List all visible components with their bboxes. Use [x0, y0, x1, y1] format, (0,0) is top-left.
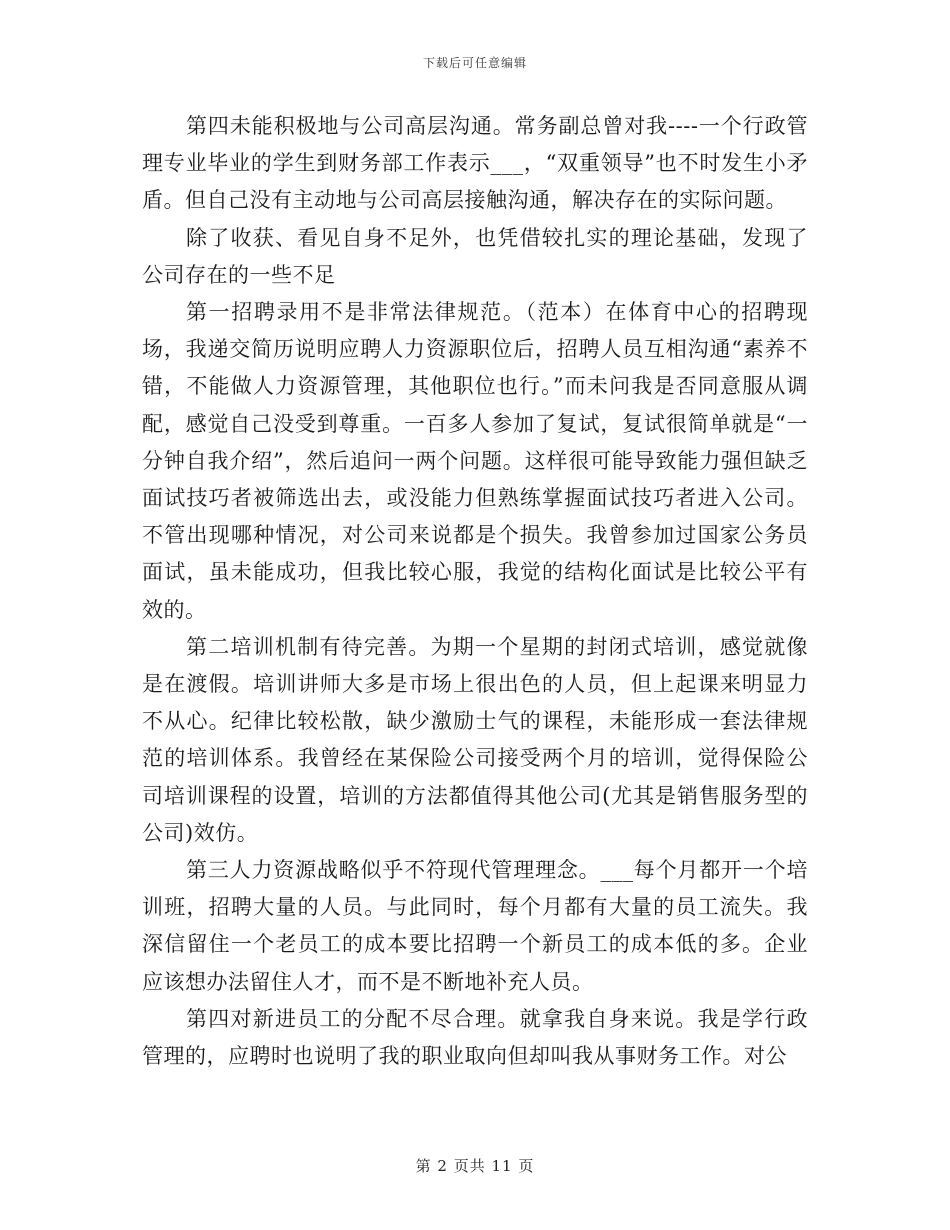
paragraph-4: 第二培训机制有待完善。为期一个星期的封闭式培训，感觉就像是在渡假。培训讲师大多是市场上很出色的人员，但上起课来明显力不从心。纪律比较松散，缺少激励士气的课程，未能形成一套法律规范的培训体系。我曾经在某保险公司接受两个月的培训，觉得保险公司培训课程的设置，培训的方法都值得其他公司(尤其是销售服务型的公司)效仿。	[142, 634, 808, 845]
paragraph-2: 除了收获、看见自身不足外，也凭借较扎实的理论基础，发现了公司存在的一些不足	[142, 225, 808, 287]
paragraph-3: 第一招聘录用不是非常法律规范。（范本）在体育中心的招聘现场，我递交简历说明应聘人力资源职位后，招聘人员互相沟通“素养不错，不能做人力资源管理，其他职位也行。”而未问我是否同意服从调配，感觉自己没受到尊重。一百多人参加了复试，复试很简单就是“一分钟自我介绍”，然后追问一两个问题。这样很可能导致能力强但缺乏面试技巧者被筛选出去，或没能力但熟练掌握面试技巧者进入公司。不管出现哪种情况，对公司来说都是个损失。我曾参加过国家公务员面试，虽未能成功，但我比较心服，我觉的结构化面试是比较公平有效的。	[142, 300, 808, 622]
paragraph-1: 第四未能积极地与公司高层沟通。常务副总曾对我----一个行政管理专业毕业的学生到财务部工作表示___，“双重领导”也不时发生小矛盾。但自己没有主动地与公司高层接触沟通，解决存在的实际问题。	[142, 114, 808, 213]
page-header: 下载后可任意编辑	[422, 56, 527, 70]
page-footer: 第 2 页共 11 页	[415, 1157, 535, 1175]
paragraph-5: 第三人力资源战略似乎不符现代管理理念。___每个月都开一个培训班，招聘大量的人员。与此同时，每个月都有大量的员工流失。我深信留住一个老员工的成本要比招聘一个新员工的成本低的多。企业应该想办法留住人才，而不是不断地补充人员。	[142, 858, 808, 994]
document-body	[142, 108, 808, 1075]
paragraph-6: 第四对新进员工的分配不尽合理。就拿我自身来说。我是学行政管理的，应聘时也说明了我的职业取向但却叫我从事财务工作。对公	[142, 1006, 808, 1069]
